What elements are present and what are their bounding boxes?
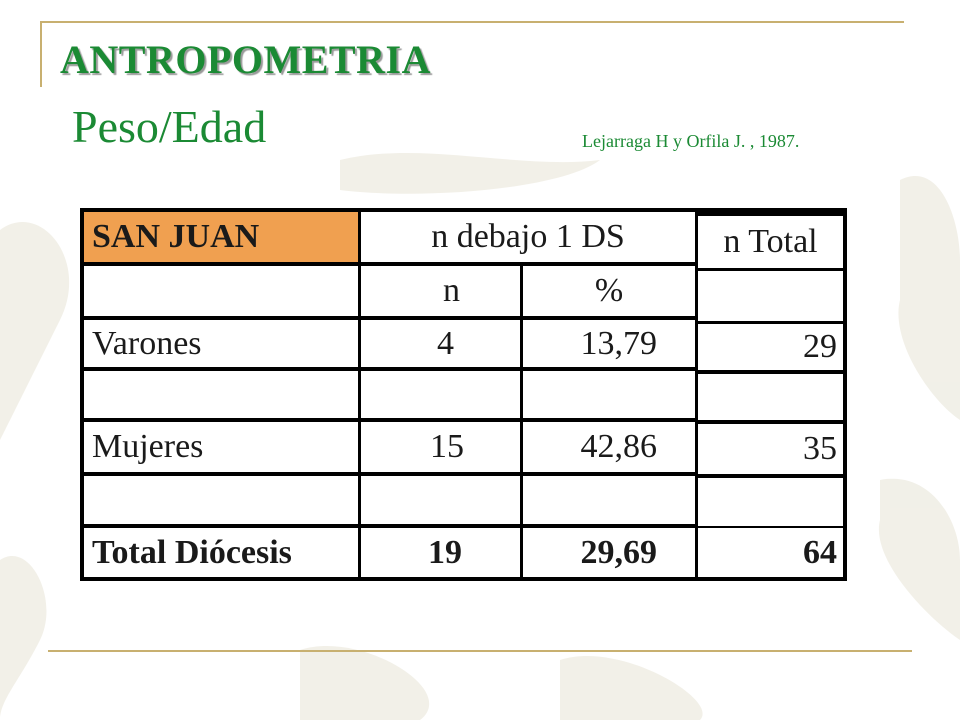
blank-row-cell [361,371,520,418]
top-rule [40,21,904,23]
left-rule [40,21,42,87]
total-total-cell: 64 [698,528,843,577]
header-total-cell: n Total [698,216,843,268]
header-group-cell: n debajo 1 DS [361,212,695,262]
row-total-cell: 29 [698,324,843,370]
row-n-cell: 4 [361,320,520,367]
blank-row-cell [523,476,695,524]
blank-row-cell [361,476,520,524]
bottom-rule [48,650,912,652]
subheader-total-blank-cell [698,271,843,321]
total-pct-cell: 29,69 [523,528,695,577]
subheader-n-cell: n [361,266,520,316]
row-pct-cell: 13,79 [523,320,695,367]
subheader-blank-cell [84,266,358,316]
header-region-cell: SAN JUAN [84,212,358,262]
subheader-pct-cell: % [523,266,695,316]
total-n-cell: 19 [361,528,520,577]
blank-row-cell [523,371,695,418]
blank-row-cell [84,476,358,524]
blank-row-cell [698,478,843,526]
total-label-cell: Total Diócesis [84,528,358,577]
row-pct-cell: 42,86 [523,422,695,472]
row-total-cell: 35 [698,424,843,474]
citation: Lejarraga H y Orfila J. , 1987. [582,131,800,151]
slide-title: ANTROPOMETRIA [60,37,431,82]
slide-subtitle: Peso/Edad [72,101,267,152]
row-label-cell: Varones [84,320,358,367]
blank-row-cell [84,371,358,418]
blank-row-cell [698,374,843,420]
row-n-cell: 15 [361,422,520,472]
row-label-cell: Mujeres [84,422,358,472]
